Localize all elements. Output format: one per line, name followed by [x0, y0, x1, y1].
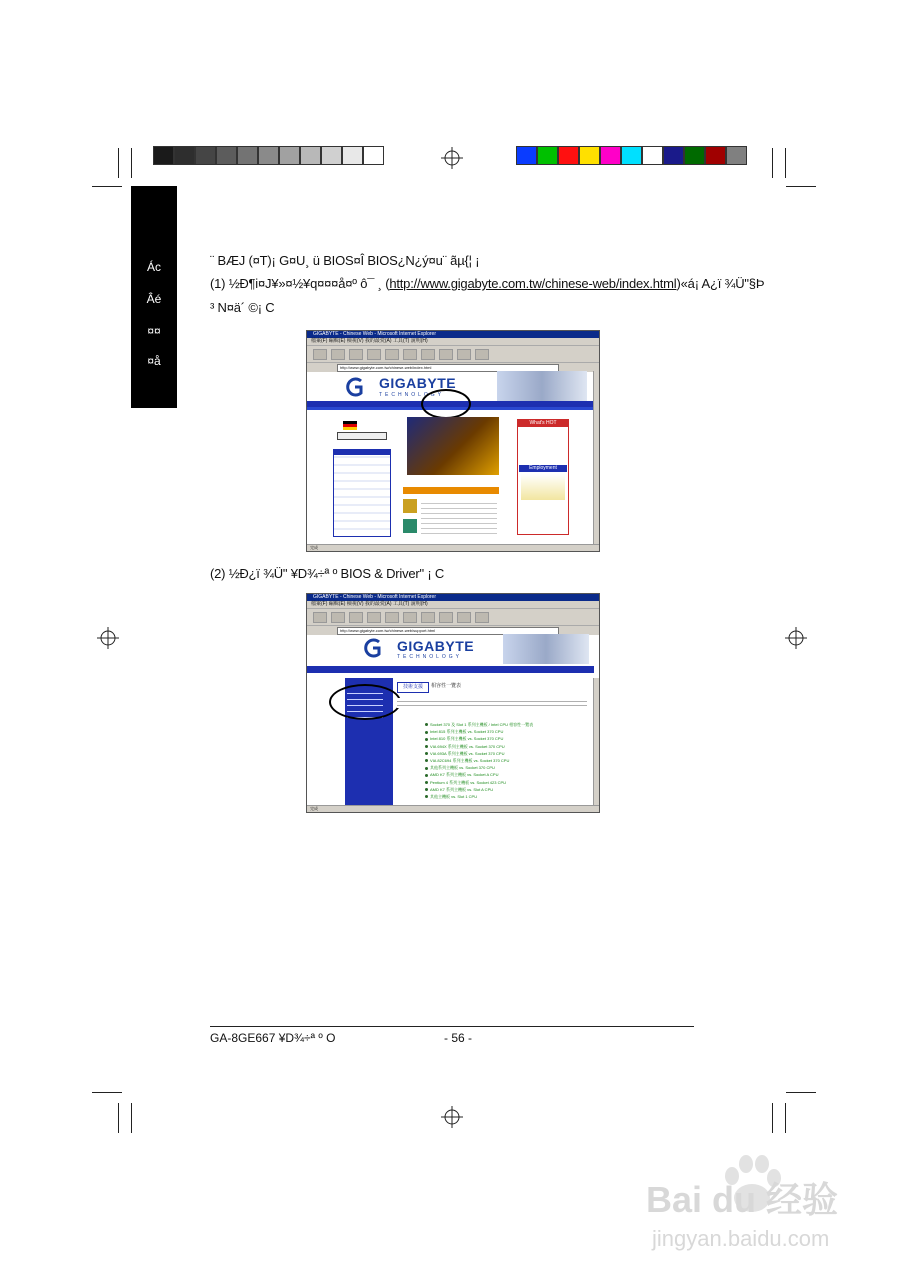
favorites-icon: [421, 612, 435, 623]
employment-label: Employment: [529, 465, 557, 471]
bullet-icon: [425, 795, 428, 798]
flag-icon: [343, 421, 357, 430]
gray-swatch: [216, 146, 237, 165]
intro-text-lines: [397, 698, 587, 708]
side-tab-label: ¤¤: [147, 324, 161, 338]
gigabyte-url-link[interactable]: http://www.gigabyte.com.tw/chinese-web/index.html: [389, 276, 677, 291]
site-nav-bar: [307, 666, 594, 673]
promo-banner: [407, 417, 499, 475]
gray-swatch: [237, 146, 258, 165]
list-item-label: VIA 694X 系列主機板 vs. Socket 370 CPU: [430, 743, 505, 749]
footer-rule: [210, 1026, 694, 1027]
search-icon: [403, 612, 417, 623]
technology-tagline: TECHNOLOGY: [397, 654, 463, 660]
home-icon: [385, 349, 399, 360]
stop-icon: [349, 349, 363, 360]
body-line-3: ³ N¤ä´ ©¡ C: [210, 300, 275, 315]
list-item-label: Intel 810 系列主機板 vs. Socket 370 CPU: [430, 736, 504, 742]
back-icon: [313, 349, 327, 360]
watermark-url: jingyan.baidu.com: [652, 1226, 830, 1251]
list-item-label: 其他系列主機板 vs. Socket 370 CPU: [430, 765, 495, 771]
address-field: http://www.gigabyte.com.tw/chinese-web/support.html: [337, 627, 559, 635]
language-select: [337, 432, 387, 440]
crop-mark: [785, 1103, 786, 1133]
browser-screenshot-2: [306, 593, 600, 813]
forward-icon: [331, 612, 345, 623]
body-line-1: ¨ BÆJ (¤T)¡ G¤U¸ ü BIOS¤Î BIOS¿N¿ý¤u¨ ãµ{¦ ¡: [210, 253, 480, 268]
favorites-icon: [421, 349, 435, 360]
vertical-scrollbar: [593, 371, 599, 545]
window-title: GIGABYTE - Chinese Web - Microsoft Internet Explorer: [313, 331, 437, 337]
side-tab-label: Âé: [146, 292, 162, 306]
bullet-icon: [425, 723, 428, 726]
list-item[interactable]: [425, 780, 506, 786]
color-swatch: [642, 146, 663, 165]
list-item[interactable]: [425, 744, 505, 750]
crop-mark: [118, 1103, 119, 1133]
bullet-icon: [425, 781, 428, 784]
crop-mark: [786, 1092, 816, 1093]
status-bar: 完成: [307, 805, 599, 812]
list-item-label: AMD K7 系列主機板 vs. Slot A CPU: [430, 786, 494, 792]
gray-swatch: [342, 146, 363, 165]
body-line-2-suffix: )«á¡ A¿ï ¾Ü"§Þ: [676, 276, 765, 291]
news-thumb: [403, 499, 417, 513]
color-swatch: [663, 146, 684, 165]
color-swatch: [579, 146, 600, 165]
highlight-circle: [329, 684, 401, 720]
gigabyte-wordmark: GIGABYTE: [397, 638, 475, 654]
window-title: GIGABYTE - Chinese Web - Microsoft Internet Explorer: [313, 594, 437, 600]
crop-mark: [92, 1092, 122, 1093]
registration-mark-icon: [785, 627, 807, 649]
employment-header: [519, 465, 567, 472]
list-item[interactable]: [425, 765, 495, 771]
color-swatch: [600, 146, 621, 165]
employment-image: [521, 474, 565, 500]
bullet-icon: [425, 752, 428, 755]
list-item[interactable]: [425, 758, 509, 764]
hot-header: [517, 419, 569, 427]
crop-mark: [118, 148, 119, 178]
list-item-label: VIA 693A 系列主機板 vs. Socket 370 CPU: [430, 750, 505, 756]
gray-swatch: [174, 146, 195, 165]
side-tab-label: ¤å: [147, 354, 161, 368]
section-title-box: [397, 682, 429, 693]
history-icon: [439, 612, 453, 623]
section-subtitle: 相容性一覽表: [431, 683, 462, 689]
gray-swatch: [279, 146, 300, 165]
window-titlebar: [307, 331, 599, 338]
crop-mark: [772, 1103, 773, 1133]
bullet-icon: [425, 788, 428, 791]
section-title: 技術支援: [402, 684, 423, 690]
crop-mark: [786, 186, 816, 187]
color-swatch: [621, 146, 642, 165]
header-collage: [503, 634, 589, 664]
list-item-label: Intel 815 系列主機板 vs. Socket 370 CPU: [430, 729, 504, 735]
gray-swatch: [363, 146, 384, 165]
window-titlebar: [307, 594, 599, 601]
list-item[interactable]: [425, 729, 503, 735]
page-number: - 56 -: [444, 1031, 473, 1045]
header-collage: [497, 371, 587, 401]
list-item[interactable]: [425, 722, 533, 728]
crop-mark: [785, 148, 786, 178]
crop-mark: [772, 148, 773, 178]
list-item-label: 其他主機板 vs. Slot 1 CPU: [430, 794, 478, 799]
status-bar: 完成: [307, 544, 599, 551]
back-icon: [313, 612, 327, 623]
list-item-label: VIA 82C694 系列主機板 vs. Socket 370 CPU: [430, 758, 510, 763]
gigabyte-logo-icon: [361, 638, 383, 658]
stop-icon: [349, 612, 363, 623]
gigabyte-wordmark: GIGABYTE: [379, 375, 457, 391]
highlight-circle: [421, 389, 471, 419]
vertical-scrollbar: [593, 678, 599, 806]
color-swatch: [558, 146, 579, 165]
list-item[interactable]: [425, 787, 493, 793]
bullet-icon: [425, 731, 428, 734]
refresh-icon: [367, 612, 381, 623]
watermark-brand: Bai du 经验: [646, 1179, 839, 1220]
menu-bar: 檔案(F) 編輯(E) 檢視(V) 我的最愛(A) 工具(T) 說明(H): [307, 338, 599, 345]
technology-tagline: TECHNOLOGY: [379, 392, 445, 398]
grayscale-swatch-row: [153, 146, 384, 165]
forward-icon: [331, 349, 345, 360]
registration-mark-icon: [97, 627, 119, 649]
gray-swatch: [300, 146, 321, 165]
registration-mark-icon: [441, 1106, 463, 1128]
color-swatch: [537, 146, 558, 165]
bullet-icon: [425, 774, 428, 777]
list-item-label: Socket 370 及 Slot 1 系列主機板 / Intel CPU 相容性一覽表: [430, 722, 534, 727]
color-swatch: [684, 146, 705, 165]
mail-icon: [457, 612, 471, 623]
list-item[interactable]: [425, 751, 504, 757]
bullet-icon: [425, 759, 428, 762]
print-icon: [475, 349, 489, 360]
print-icon: [475, 612, 489, 623]
chapter-side-tab: [131, 186, 177, 408]
refresh-icon: [367, 349, 381, 360]
address-field: http://www.gigabyte.com.tw/chinese-web/index.html: [337, 364, 559, 372]
footer-model: GA-8GE667 ¥D¾÷ª º O: [210, 1031, 336, 1045]
history-icon: [439, 349, 453, 360]
gray-swatch: [195, 146, 216, 165]
registration-mark-icon: [441, 147, 463, 169]
color-swatch: [705, 146, 726, 165]
bullet-icon: [425, 767, 428, 770]
browser-toolbar: [307, 345, 599, 362]
body-line-4: (2) ½Ð¿ï ¾Ü" ¥D¾÷ª º BIOS & Driver" ¡ C: [210, 566, 445, 581]
body-line-2-prefix: (1) ½Ð¶i¤J¥»¤½¥q¤¤¤å¤º ô¯ ¸ (: [210, 276, 390, 291]
color-swatch-row: [516, 146, 747, 165]
gray-swatch: [153, 146, 174, 165]
bullet-icon: [425, 738, 428, 741]
gray-swatch: [321, 146, 342, 165]
gray-swatch: [258, 146, 279, 165]
news-text-lines: [421, 499, 497, 535]
search-icon: [403, 349, 417, 360]
color-swatch: [726, 146, 747, 165]
list-item[interactable]: [425, 794, 477, 800]
list-item-label: AMD K7 系列主機板 vs. Socket A CPU: [430, 772, 499, 778]
mail-icon: [457, 349, 471, 360]
list-item[interactable]: [425, 772, 498, 778]
list-item[interactable]: [425, 736, 503, 742]
gigabyte-logo-icon: [343, 377, 365, 397]
body-line-2: [210, 276, 764, 291]
menu-bar: 檔案(F) 編輯(E) 檢視(V) 我的最愛(A) 工具(T) 說明(H): [307, 601, 599, 608]
news-thumb: [403, 519, 417, 533]
side-tab-label: Ác: [146, 260, 161, 274]
news-header: [403, 487, 499, 494]
crop-mark: [131, 148, 132, 178]
list-item-label: Pentium 4 系列主機板 vs. Socket 423 CPU: [430, 779, 507, 785]
left-menu-panel: [333, 449, 391, 537]
browser-screenshot-1: [306, 330, 600, 552]
crop-mark: [131, 1103, 132, 1133]
browser-toolbar: [307, 608, 599, 625]
crop-mark: [92, 186, 122, 187]
left-menu-header: [333, 449, 391, 455]
color-swatch: [516, 146, 537, 165]
home-icon: [385, 612, 399, 623]
bullet-icon: [425, 745, 428, 748]
hot-label: What's HOT: [529, 420, 557, 426]
